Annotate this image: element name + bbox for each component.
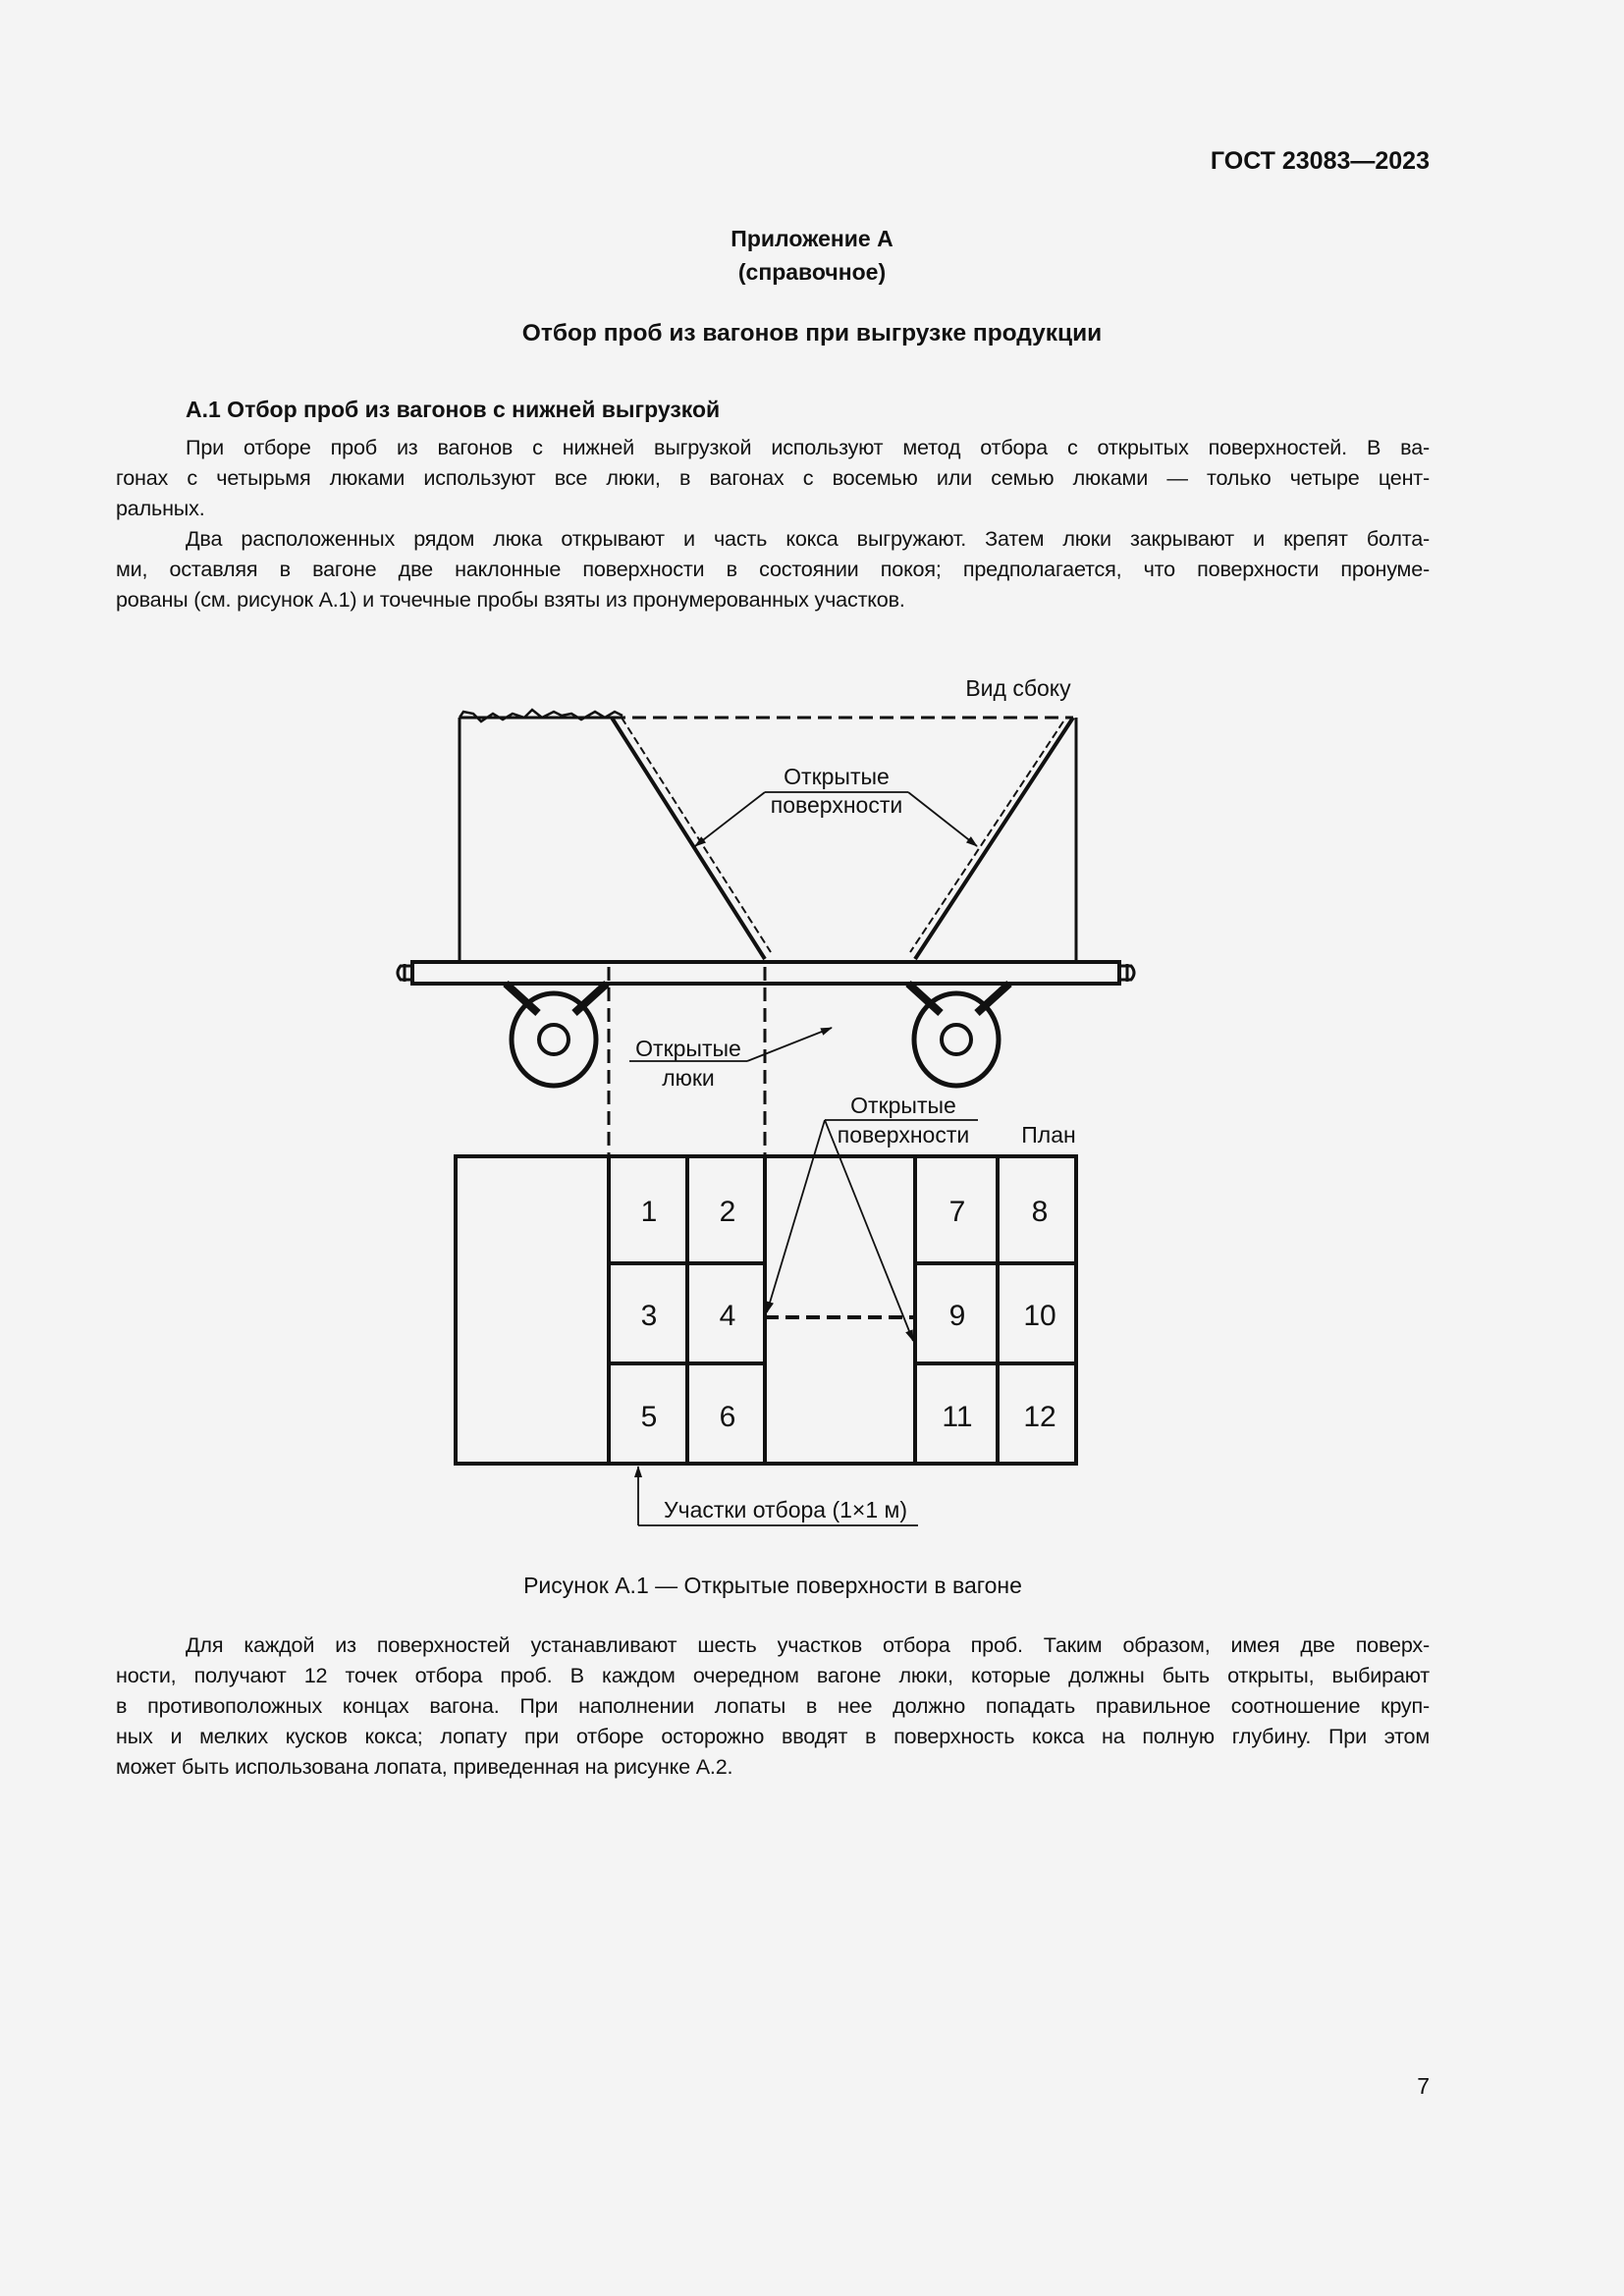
cell-3: 3 — [640, 1300, 658, 1332]
cell-7: 7 — [948, 1196, 966, 1228]
cell-6: 6 — [719, 1401, 736, 1433]
text-line: ности, получают 12 точек отбора проб. В каждом очередном вагоне люки, которые должны быть открыты, выбирают — [116, 1663, 1430, 1687]
text-line: гонах с четырьмя люками используют все люки, в вагонах с восемью или семью люками — только четыре цент- — [116, 465, 1430, 490]
text-line: может быть использована лопата, приведенная на рисунке А.2. — [116, 1754, 733, 1779]
paragraph-3 — [116, 1629, 1430, 1782]
figure-caption: Рисунок А.1 — Открытые поверхности в вагоне — [523, 1573, 1022, 1598]
side-view-label: Вид сбоку — [965, 675, 1071, 701]
text-line: ральных. — [116, 496, 205, 520]
cell-8: 8 — [1031, 1196, 1049, 1228]
open-surfaces-label-line2: поверхности — [770, 792, 903, 818]
appendix-title: Приложение А — [731, 226, 893, 251]
left-slope — [612, 718, 765, 959]
text-line: Для каждой из поверхностей устанавливают шесть участков отбора проб. Таким образом, имея две поверх- — [186, 1632, 1430, 1657]
text-line: ми, оставляя в вагоне две наклонные поверхности в состоянии покоя; предполагается, что поверхности пронуме- — [116, 557, 1430, 581]
document-number: ГОСТ 23083—2023 — [1210, 147, 1430, 175]
cell-10: 10 — [1023, 1300, 1056, 1332]
open-hatches-label-line1: Открытые — [635, 1036, 741, 1061]
cell-2: 2 — [719, 1196, 736, 1228]
text-line: рованы (см. рисунок А.1) и точечные пробы взяты из пронумерованных участков. — [116, 587, 905, 612]
right-wheel — [914, 993, 999, 1086]
appendix-heading: Отбор проб из вагонов при выгрузке продукции — [521, 320, 1103, 347]
plan-surfaces-label-line1: Открытые — [850, 1093, 956, 1118]
open-hatches-label-line2: люки — [662, 1065, 715, 1091]
left-buffer — [398, 964, 412, 982]
coke-heap — [460, 710, 623, 721]
text-line: При отборе проб из вагонов с нижней выгрузкой используют метод отбора с открытых поверхностей. В ва- — [186, 435, 1430, 459]
open-surfaces-label-line1: Открытые — [784, 764, 890, 789]
section-heading: А.1 Отбор проб из вагонов с нижней выгрузкой — [186, 397, 721, 422]
cell-12: 12 — [1023, 1401, 1056, 1433]
cell-1: 1 — [640, 1196, 658, 1228]
right-buffer — [1119, 964, 1134, 982]
wagon-body — [460, 718, 1076, 962]
cell-9: 9 — [948, 1300, 966, 1332]
right-slope — [915, 718, 1073, 959]
plan-surfaces-label-line2: поверхности — [837, 1122, 970, 1148]
appendix-type: (справочное) — [737, 259, 887, 285]
text-line: ных и мелких кусков кокса; лопату при отборе осторожно вводят в поверхность кокса на полную глубину. При этом — [116, 1724, 1430, 1748]
text-line: Два расположенных рядом люка открывают и часть кокса выгружают. Затем люки закрывают и крепят болта- — [186, 526, 1430, 551]
cell-4: 4 — [719, 1300, 736, 1332]
plan-label: План — [1021, 1122, 1076, 1148]
text-line: в противоположных концах вагона. При наполнении лопаты в нее должно попадать правильное соотношение круп- — [116, 1693, 1430, 1718]
sampling-areas-label: Участки отбора (1×1 м) — [663, 1497, 908, 1522]
cell-5: 5 — [640, 1401, 658, 1433]
cell-11: 11 — [942, 1401, 973, 1433]
page-number: 7 — [1417, 2073, 1430, 2099]
left-wheel — [512, 993, 596, 1086]
